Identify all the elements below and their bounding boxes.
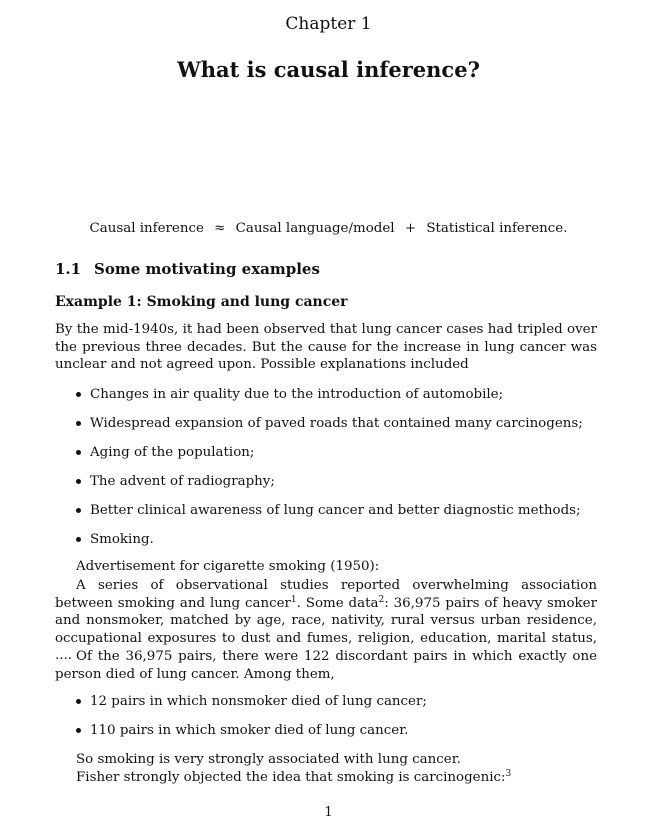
page-number: 1 xyxy=(324,805,333,820)
section-title: Some motivating examples xyxy=(94,260,320,278)
list-item: Widespread expansion of paved roads that contained many carcinogens; xyxy=(76,415,583,432)
intro-paragraph: By the mid-1940s, it had been observed that lung cancer cases had tripled over the previous three decades. But the cause for the increase in lung cancer was unclear and not agreed upon. Possible explanations included xyxy=(55,322,597,373)
studies-text-part1: A series of observational studies reported overwhelming association between smoking and lung cancer xyxy=(55,578,597,611)
advertisement-line: Advertisement for cigarette smoking (1950): xyxy=(76,559,380,574)
fisher-text: Fisher strongly objected the idea that smoking is carcinogenic: xyxy=(76,770,506,785)
formula-lhs: Causal inference xyxy=(89,221,204,236)
pairs-paragraph: Of the 36,975 pairs, there were 122 discordant pairs in which exactly one person died of lung cancer. Among them, xyxy=(55,649,597,682)
list-item: 12 pairs in which nonsmoker died of lung cancer; xyxy=(76,693,427,710)
section-number: 1.1 xyxy=(55,260,82,278)
pair-counts-list xyxy=(76,693,427,739)
formula-approx-symbol: ≈ xyxy=(214,221,226,236)
list-item: 110 pairs in which smoker died of lung cancer. xyxy=(76,722,427,739)
formula-middle: Causal language/model xyxy=(235,221,395,236)
formula-plus-symbol: + xyxy=(404,221,417,236)
list-item: Better clinical awareness of lung cancer and better diagnostic methods; xyxy=(76,502,583,519)
fisher-line xyxy=(76,770,511,785)
footnote-marker: 3 xyxy=(505,769,512,779)
chapter-title: What is causal inference? xyxy=(177,57,480,82)
footnote-marker: 1 xyxy=(290,594,297,605)
list-item: Aging of the population; xyxy=(76,444,583,461)
studies-text-part2: . Some data xyxy=(296,595,379,611)
formula-rhs: Statistical inference. xyxy=(426,221,568,236)
list-item: Changes in air quality due to the introduction of automobile; xyxy=(76,386,583,403)
example-heading: Example 1: Smoking and lung cancer xyxy=(55,294,348,310)
list-item: Smoking. xyxy=(76,531,583,548)
chapter-label: Chapter 1 xyxy=(285,14,372,34)
conclusion-line: So smoking is very strongly associated with lung cancer. xyxy=(76,752,461,767)
section-heading xyxy=(55,260,320,278)
studies-text-part3: : 36,975 pairs of heavy smoker and nonsmoker, matched by age, race, nativity, rural versus urban residence, occupational exposures to dust and fumes, religion, education, marital status, .... xyxy=(55,595,597,664)
explanations-list xyxy=(76,386,583,548)
list-item: The advent of radiography; xyxy=(76,473,583,490)
footnote-marker: 2 xyxy=(378,594,385,605)
causal-inference-formula xyxy=(0,221,657,236)
